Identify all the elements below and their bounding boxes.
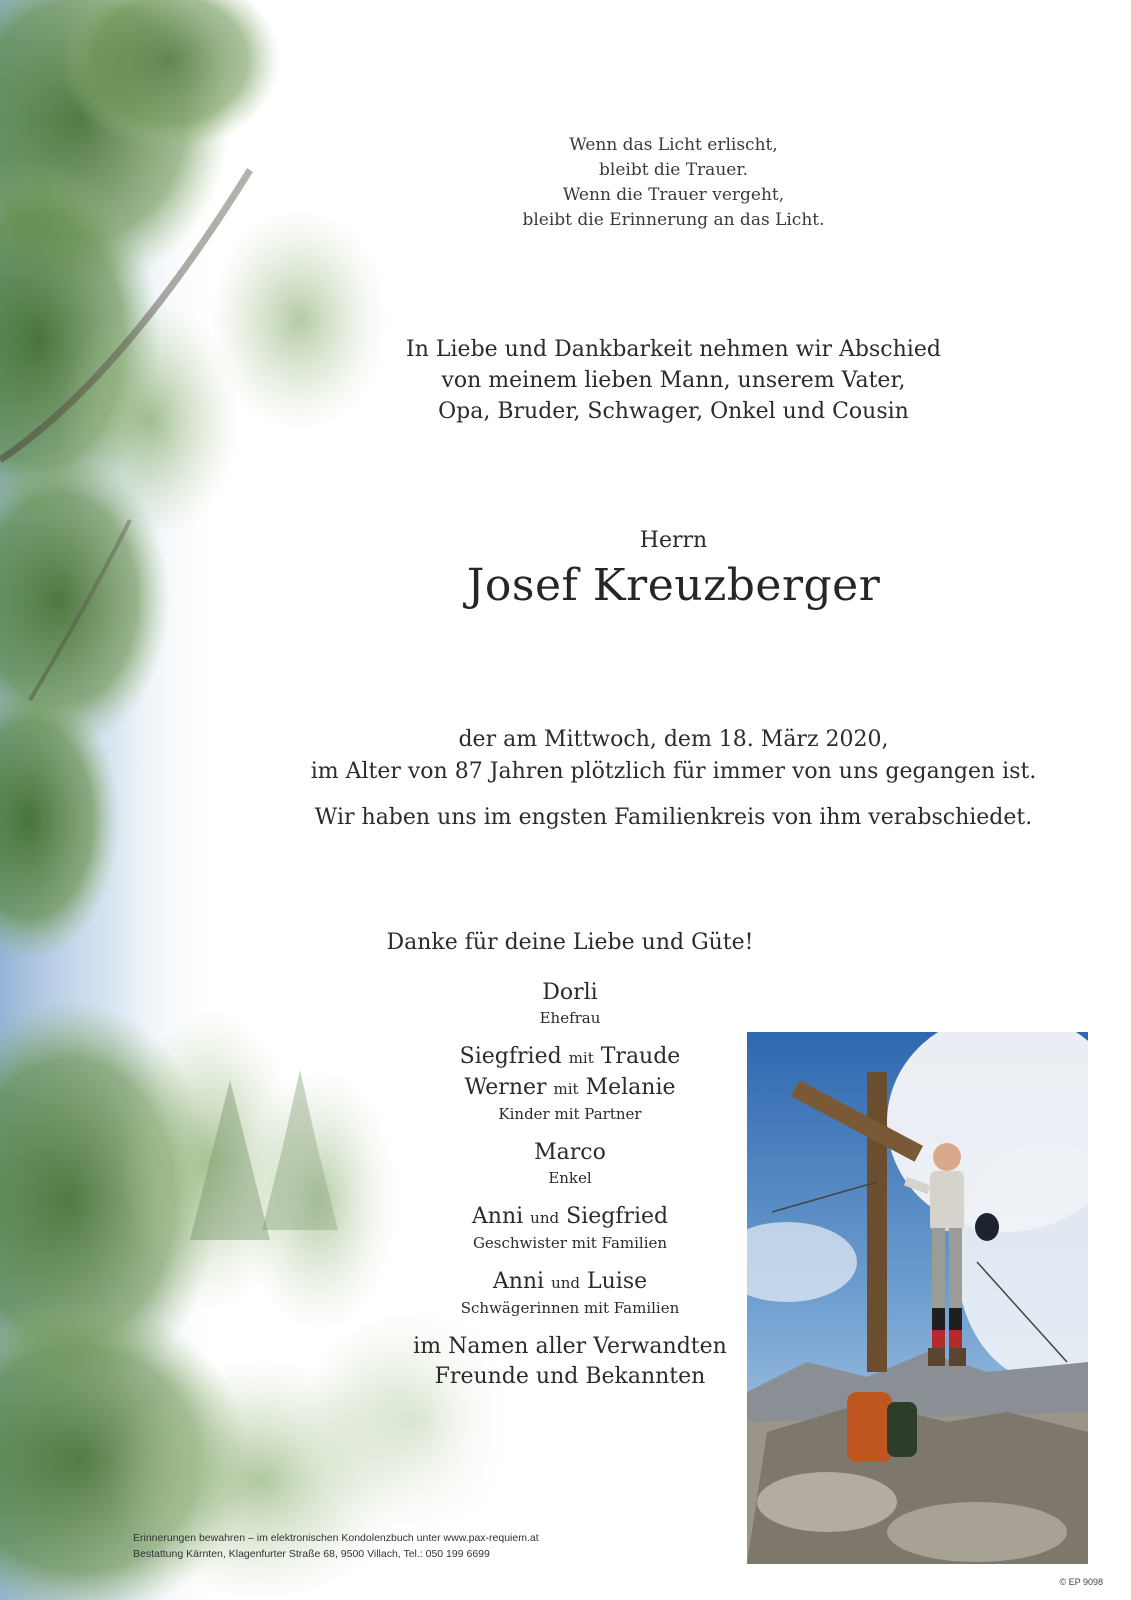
salutation: Herrn (639, 528, 708, 553)
closing-line: im Namen aller Verwandten (413, 1334, 727, 1359)
mourner-closing (380, 1332, 760, 1392)
mourner-group (380, 1267, 760, 1318)
intro-line: In Liebe und Dankbarkeit nehmen wir Abschied (406, 337, 941, 362)
mourner-name (380, 1267, 760, 1298)
mourner-connector: und (530, 1209, 560, 1227)
mourner-name: Dorli (542, 980, 598, 1005)
mourner-role: Geschwister mit Familien (472, 1234, 668, 1252)
deceased-name: Josef Kreuzberger (466, 560, 881, 611)
mourner-name-part: Melanie (585, 1075, 676, 1100)
mourner-name-part: Anni (492, 1269, 545, 1294)
mourner-role: Schwägerinnen mit Familien (460, 1299, 680, 1317)
closing-line: Freunde und Bekannten (434, 1364, 706, 1389)
mourner-name-part: Siegfried (566, 1204, 669, 1229)
mourner-name: Marco (534, 1140, 606, 1165)
mourner-name (380, 1042, 760, 1073)
mourner-name-part: Traude (600, 1044, 681, 1069)
mourner-name-part: Werner (464, 1075, 547, 1100)
copyright-mark: © EP 9098 (1059, 1577, 1103, 1587)
mourner-connector: und (551, 1274, 581, 1292)
mourner-group (380, 978, 760, 1028)
intro-line: von meinem lieben Mann, unserem Vater, (441, 368, 906, 393)
thanks-text: Danke für deine Liebe und Güte! (386, 930, 754, 955)
mourner-name-part: Luise (587, 1269, 648, 1294)
death-notice (108, 724, 1131, 788)
mourner-role: Ehefrau (539, 1009, 601, 1027)
mourner-group (380, 1202, 760, 1253)
mourner-connector: mit (553, 1080, 579, 1098)
footer (133, 1530, 539, 1562)
mourner-group (380, 1138, 760, 1188)
intro-text (108, 334, 1131, 427)
footer-line: Bestattung Kärnten, Klagenfurter Straße 68, 9500 Villach, Tel.: 050 199 6699 (133, 1548, 490, 1560)
mourner-name (380, 1073, 760, 1104)
mourner-role: Kinder mit Partner (498, 1105, 642, 1123)
poem-line: Wenn die Trauer vergeht, (562, 185, 785, 205)
mourner-name (380, 1202, 760, 1233)
death-notice-line: der am Mittwoch, dem 18. März 2020, (458, 727, 889, 752)
intro-line: Opa, Bruder, Schwager, Onkel und Cousin (438, 399, 909, 424)
summit-cross-photo (747, 1032, 1088, 1564)
mourner-name-part: Anni (471, 1204, 524, 1229)
mourner-group (380, 1042, 760, 1124)
poem-line: bleibt die Trauer. (599, 160, 748, 180)
poem-line: bleibt die Erinnerung an das Licht. (522, 210, 825, 230)
footer-line: Erinnerungen bewahren – im elektronischen Kondolenzbuch unter www.pax-requiem.at (133, 1532, 539, 1544)
mourner-connector: mit (568, 1049, 594, 1067)
mourners-list (380, 978, 760, 1406)
poem-line: Wenn das Licht erlischt, (569, 135, 778, 155)
poem (108, 133, 1131, 233)
farewell-text: Wir haben uns im engsten Familienkreis von ihm verabschiedet. (314, 805, 1033, 830)
mourner-name-part: Siegfried (459, 1044, 562, 1069)
death-notice-line: im Alter von 87 Jahren plötzlich für immer von uns gegangen ist. (310, 759, 1037, 784)
mourner-role: Enkel (548, 1169, 592, 1187)
